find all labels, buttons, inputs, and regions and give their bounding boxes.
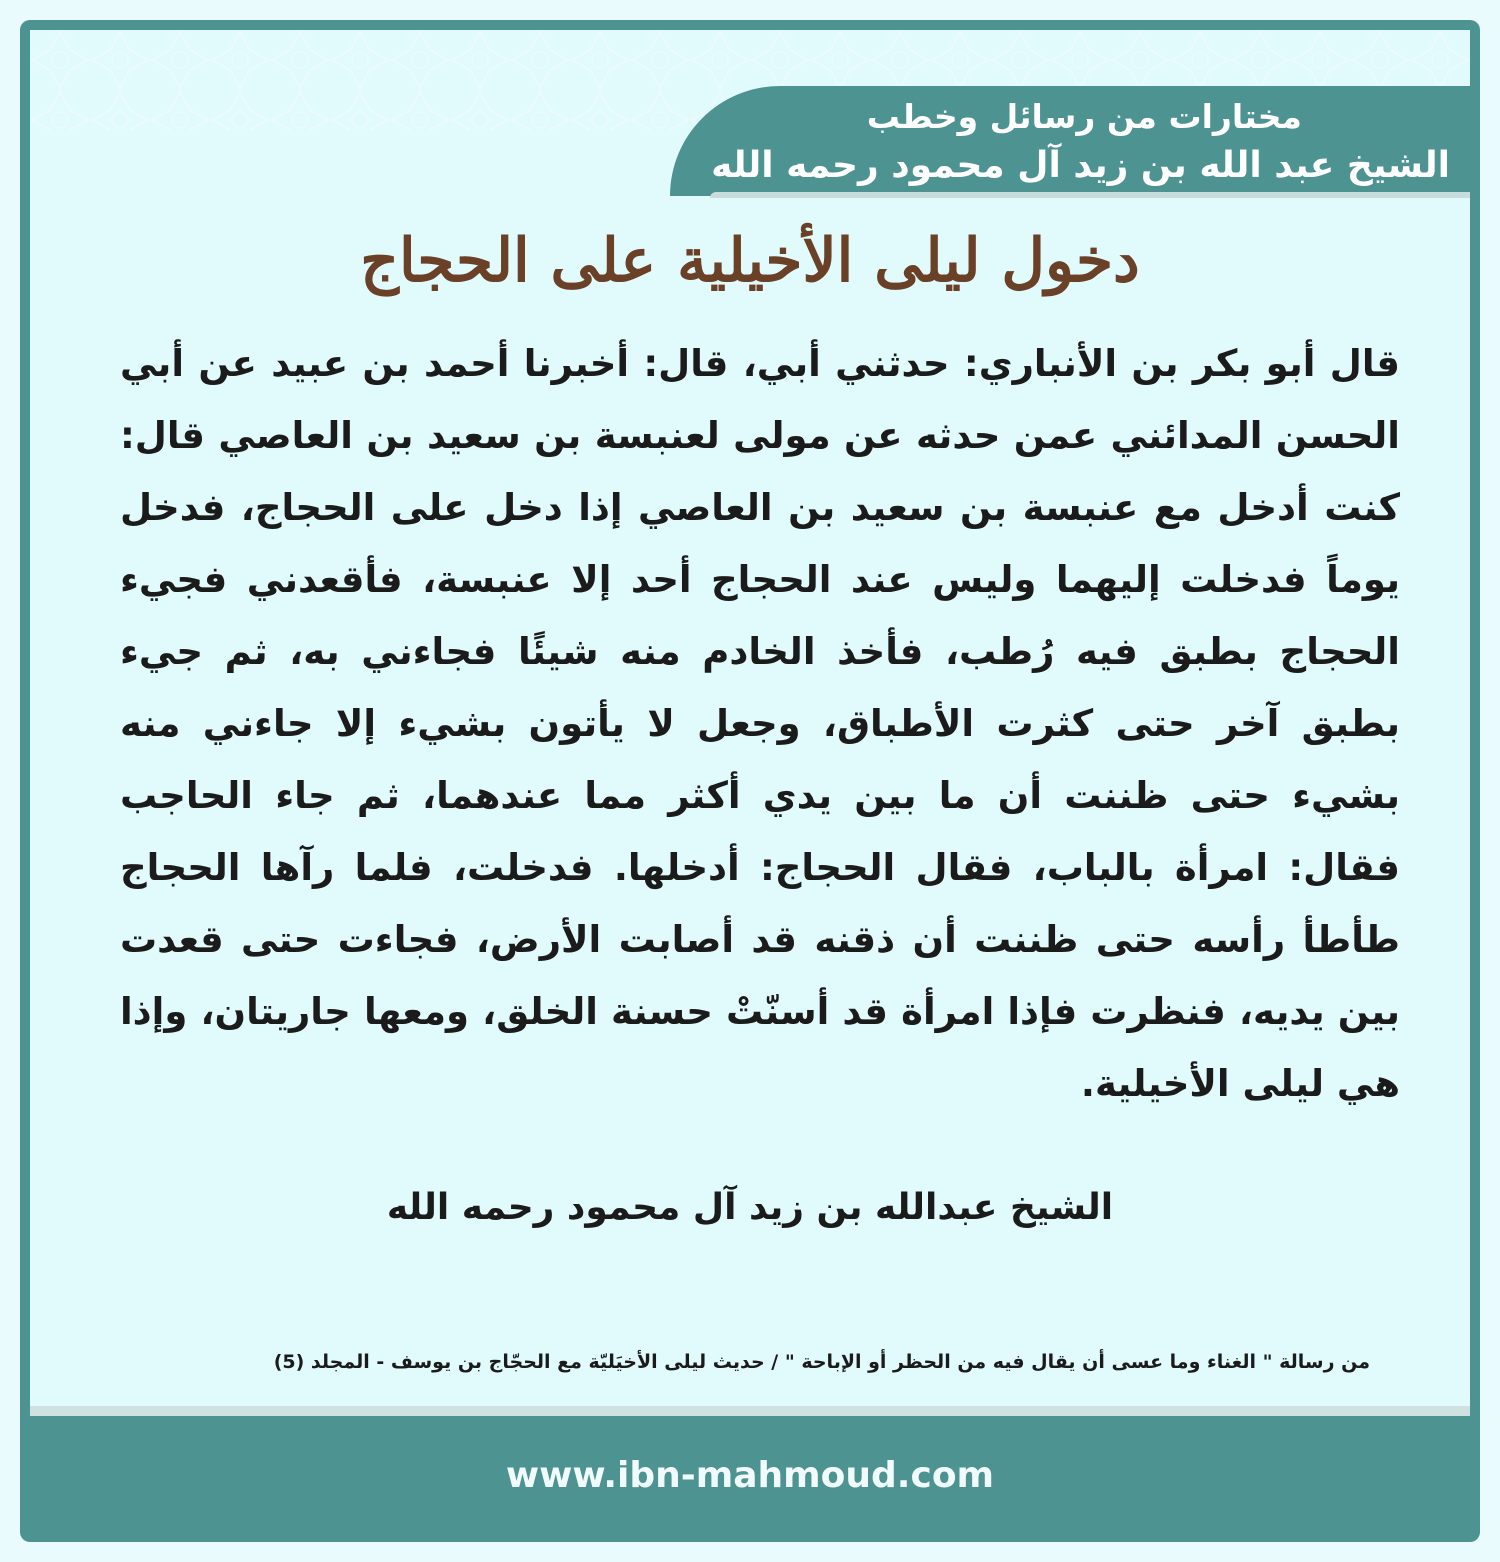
header-divider (710, 192, 1470, 198)
page-title: دخول ليلى الأخيلية على الحجاج (360, 226, 1140, 296)
header-tab (670, 86, 1470, 196)
source-citation: من رسالة " الغناء وما عسى أن يقال فيه من الحظر أو الإباحة " / حديث ليلى الأخيَليّة مع الحجّاج بن يوسف - المجلد (5) (273, 1351, 1370, 1373)
panel-divider (30, 1406, 1470, 1416)
header-author: الشيخ عبد الله بن زيد آل محمود رحمه الله (711, 145, 1450, 186)
body-paragraph: قال أبو بكر بن الأنباري: حدثني أبي، قال: أخبرنا أحمد بن عبيد عن أبي الحسن المدائني عمن حدثه عن مولى لعنبسة بن سعيد بن العاصي قال: كنت أدخل مع عنبسة بن سعيد بن العاصي إذا دخل على الحجاج، فدخل يوماً فدخلت إليهما وليس عند الحجاج أحد إلا عنبسة، فأقعدني فجيء الحجاج بطبق فيه رُطب، فأخذ الخادم منه شيئًا فجاءني به، ثم جيء بطبق آخر حتى كثرت الأطباق، وجعل لا يأتون بشيء إلا جاءني منه بشيء حتى ظننت أن ما بين يدي أكثر مما عندهما، ثم جاء الحاجب فقال: امرأة بالباب، فقال الحجاج: أدخلها. فدخلت، فلما رآها الحجاج طأطأ رأسه حتى ظننت أن ذقنه قد أصابت الأرض، فجاءت حتى قعدت بين يديه، فنظرت فإذا امرأة قد أسنّتْ حسنة الخلق، ومعها جاريتان، وإذا هي ليلى الأخيلية. (120, 342, 1400, 1105)
signature: الشيخ عبدالله بن زيد آل محمود رحمه الله (386, 1187, 1114, 1228)
footer-website: www.ibn-mahmoud.com (505, 1455, 995, 1496)
content-panel (30, 30, 1470, 1416)
header-subtitle: مختارات من رسائل وخطب (866, 97, 1302, 136)
